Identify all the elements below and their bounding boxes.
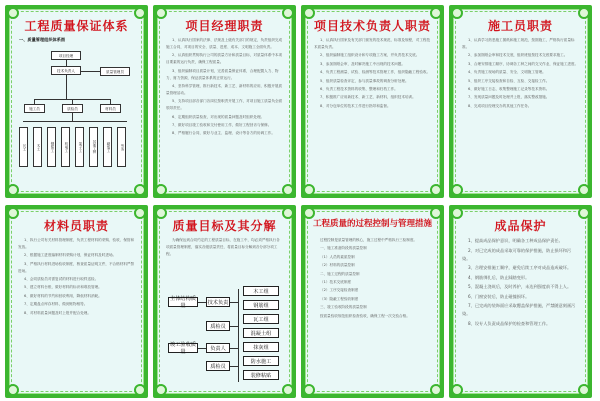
paragraph: 3、合理安排施工顺序，避免后续工序对成品造成破坏。 (468, 265, 572, 270)
paragraph: 6、门窗安装后，防止碰撞损坏。 (468, 293, 530, 299)
paragraph: 5、支持项目部各部门各岗位按职责开展工作，对项目施工质量负全面领导责任。 (166, 99, 283, 111)
board-title: 项目技术负责人职责 (313, 19, 431, 33)
paragraph: 6、负责工程技术资料的收集、整理和归档工作。 (320, 86, 398, 91)
paragraph: 7、做好项目竣工验收和交付使用工作，做好工程回访与保修。 (172, 122, 272, 127)
target-left-box: 竣工验收质量 (168, 343, 198, 353)
board-intro (166, 237, 283, 267)
board-title: 施工员职责 (487, 19, 553, 33)
org-node-worker: 劳务 (117, 127, 126, 167)
paragraph: 7、定期盘点库存材料，做到账物相符。 (24, 302, 88, 307)
paragraph: 4、钢筋绑扎后，防止踩踏变形。 (468, 274, 530, 280)
org-node-top: 项目经理 (51, 51, 81, 60)
paragraph: 8、对分包单位的技术工作进行指导和监督。 (320, 103, 391, 108)
paragraph: 7、积极推广应用新技术、新工艺、新材料，组织技术培训。 (320, 95, 416, 100)
paragraph: 一、施工准备阶段的质量控制 (320, 246, 367, 251)
paragraph: 1、认真执行国家及有关部门颁发的技术规范、标准及规程，对工程技术质量负责。 (314, 38, 431, 49)
corner-ornament (578, 384, 590, 396)
board-title: 成品保护 (494, 219, 547, 233)
paragraph: （1）人员的素质控制 (320, 254, 355, 259)
board-process-control (301, 205, 444, 398)
org-node-inspector: 质检员 (62, 104, 83, 113)
paragraph: 7、已完成的装饰面应采取覆盖保护措施，严禁随意刻画污染。 (462, 303, 576, 316)
board-body (462, 237, 579, 386)
paragraph: 3、组织编制项目质量计划，完善质量保证体系，合理配置人力、物力、财力资源，保证质量体系的正常运行。 (166, 68, 279, 80)
paragraph: 8、对材料质量问题及时上报并配合处理。 (24, 310, 91, 315)
target-right-box: 防水施工 (243, 356, 279, 366)
org-node-quality-admin: 质量管理员 (100, 67, 130, 76)
paragraph: 二、施工过程的质量控制 (320, 271, 360, 276)
target-middle-box: 质检员 (206, 361, 230, 371)
board-project-manager-duties (153, 5, 296, 198)
org-node-worker: 木工 (33, 127, 42, 167)
org-node-worker: 钢筋工 (47, 127, 56, 167)
paragraph: 按质量验收规范组织检查验收，确保工程一次交验合格。 (320, 313, 410, 318)
paragraph: 1、提高成品保护意识，明确各工种成品保护责任。 (468, 238, 563, 243)
paragraph: 1、认真执行国家的法律、法规及上级有关部门的规定，负责组织完成施工合同，对项目的安全、质量、进度、成本、文明施工全面负责。 (166, 38, 283, 49)
target-right-box: 钢筋组 (243, 300, 279, 310)
paragraph: 过程控制是质量管理的核心，施工过程中严格执行三检制度。 (320, 238, 418, 242)
paragraph: 8、设专人负责成品保护的检查和管理工作。 (468, 320, 551, 326)
org-node-technical: 技术负责人 (51, 66, 81, 75)
org-node-worker: 其他工种 (89, 127, 98, 167)
board-technical-lead-duties (301, 5, 444, 198)
org-node-worker: 架子工 (75, 127, 84, 167)
board-title: 项目经理职责 (185, 19, 264, 33)
paragraph: 8、严格履行合同，做好与业主、监理、设计等各方的协调工作。 (172, 131, 275, 136)
board-title: 工程质量保证体系 (24, 19, 129, 33)
paragraph: 3、参加图纸会审，及时解决施工中出现的技术问题。 (320, 61, 405, 66)
corner-ornament (155, 384, 167, 396)
board-body (462, 37, 579, 186)
paragraph: 2、认真组织贯彻执行公司的质量方针和质量目标，对质量体系中本项目要素的运行负责，确保工程质量。 (166, 53, 283, 65)
org-node-worker: 机电工 (61, 127, 70, 167)
board-title: 工程质量的过程控制与管理措施 (312, 219, 432, 229)
paragraph: 5、组织质量检查评定，参与质量事故的调查分析处理。 (320, 78, 409, 83)
board-body (18, 237, 135, 386)
org-node-worker: 瓦工 (19, 127, 28, 167)
corner-ornament (134, 384, 146, 396)
board-title: 质量目标及其分解 (172, 219, 277, 233)
paragraph: 5、建立材料台账，做好材料的标识和堆放管理。 (24, 285, 102, 290)
target-right-box: 瓦工组 (243, 314, 279, 324)
board-body (314, 237, 431, 386)
paragraph: 为确保达到合同约定的工程质量目标，在施工中，均必须严格执行各项质量管理制度，落实各级质量责任，将质量目标分解到各分部分项工程。 (166, 238, 280, 256)
paragraph: 4、负责施工现场的质量、安全、文明施工管理。 (468, 70, 546, 75)
paragraph: 2、组织编制施工组织设计和专项施工方案，并负责技术交底。 (320, 53, 420, 58)
paragraph: 3、严格执行材料进场验收制度，核查质量证明文件，不合格材料严禁进场。 (18, 261, 135, 273)
paragraph: 5、混凝土浇筑后，及时养护，未达到强度前不得上人。 (468, 284, 572, 289)
board-quality-assurance-system (5, 5, 148, 198)
paragraph: 6、做好材料的节约和回收利用，降低材料消耗。 (24, 293, 102, 298)
board-quality-targets (153, 205, 296, 398)
target-middle-box: 负责人 (206, 343, 230, 353)
paragraph: 1、执行公司有关材料管理制度，负责工程材料的采购、验收、保管和发放。 (18, 238, 135, 249)
org-node-construction: 施工员 (24, 104, 45, 113)
paragraph: 2、对已完成的成品采取可靠的保护措施，防止损坏和污染。 (462, 247, 572, 261)
paragraph: 三、竣工验收阶段的质量控制 (320, 305, 367, 310)
target-right-box: 木工组 (243, 286, 279, 296)
corner-ornament (430, 184, 442, 196)
paragraph: 2、参加图纸会审和技术交底，组织班组按技术交底要求施工。 (468, 53, 568, 58)
corner-ornament (282, 184, 294, 196)
corner-ornament (578, 184, 590, 196)
board-body (166, 37, 283, 186)
paragraph: 3、合理安排施工顺序，协调各工种之间的交叉作业，保证施工进度。 (468, 61, 579, 66)
org-chart-subtitle: 一、质量管理组织体系图 (19, 37, 66, 42)
paragraph: （1）技术交底制度 (320, 280, 352, 285)
target-middle-box: 技术负责 (206, 297, 230, 307)
target-middle-box: 质检员 (206, 321, 230, 331)
paragraph: 5、组织工序交接检查和自检、互检、交接检工作。 (468, 78, 550, 83)
paragraph: 4、坚持科学管理，推行新技术、新工艺、新材料的应用，积极开展质量管理活动。 (166, 83, 283, 95)
paragraph: （2）工序交接检查制度 (320, 288, 359, 293)
paragraph: （2）材料的质量控制 (320, 263, 355, 268)
paragraph: 8、完成项目经理交办的其他工作任务。 (468, 103, 532, 108)
org-node-material: 材料员 (100, 104, 121, 113)
paragraph: 1、认真学习熟悉施工图纸和施工规范，按图施工，严格执行质量标准。 (462, 38, 575, 49)
paragraph: 6、做好施工日志，收集整理施工记录等技术资料。 (468, 86, 550, 91)
paragraph: 6、定期组织质量检查，对出现的质量问题及时组织处理。 (172, 114, 265, 119)
target-right-box: 装修粘贴 (243, 370, 279, 380)
target-left-box: 主体结构质量 (168, 297, 198, 307)
paragraph: 4、负责工程测量、试验、检测等技术管理工作，组织隐蔽工程验收。 (320, 70, 431, 75)
paragraph: 2、根据施工进度编制材料采购计划，保证材料及时进场。 (24, 253, 117, 258)
corner-ornament (134, 184, 146, 196)
paragraph: 4、会同质检员对需复试的材料进行取样送检。 (24, 277, 99, 282)
board-material-officer-duties (5, 205, 148, 398)
paragraph: （3）隐蔽工程验收制度 (320, 296, 359, 301)
target-right-box: 混凝土组 (243, 328, 279, 338)
board-body (314, 37, 431, 186)
paragraph: 7、发现质量问题及时处理并上报，落实整改措施。 (468, 95, 550, 100)
board-finished-product-protection (449, 205, 592, 398)
board-title: 材料员职责 (43, 219, 109, 233)
target-right-box: 抹灰组 (243, 342, 279, 352)
corner-ornament (7, 184, 19, 196)
org-node-worker: 砌墙工 (103, 127, 112, 167)
corner-ornament (282, 384, 294, 396)
corner-ornament (430, 384, 442, 396)
board-construction-worker-duties (449, 5, 592, 198)
